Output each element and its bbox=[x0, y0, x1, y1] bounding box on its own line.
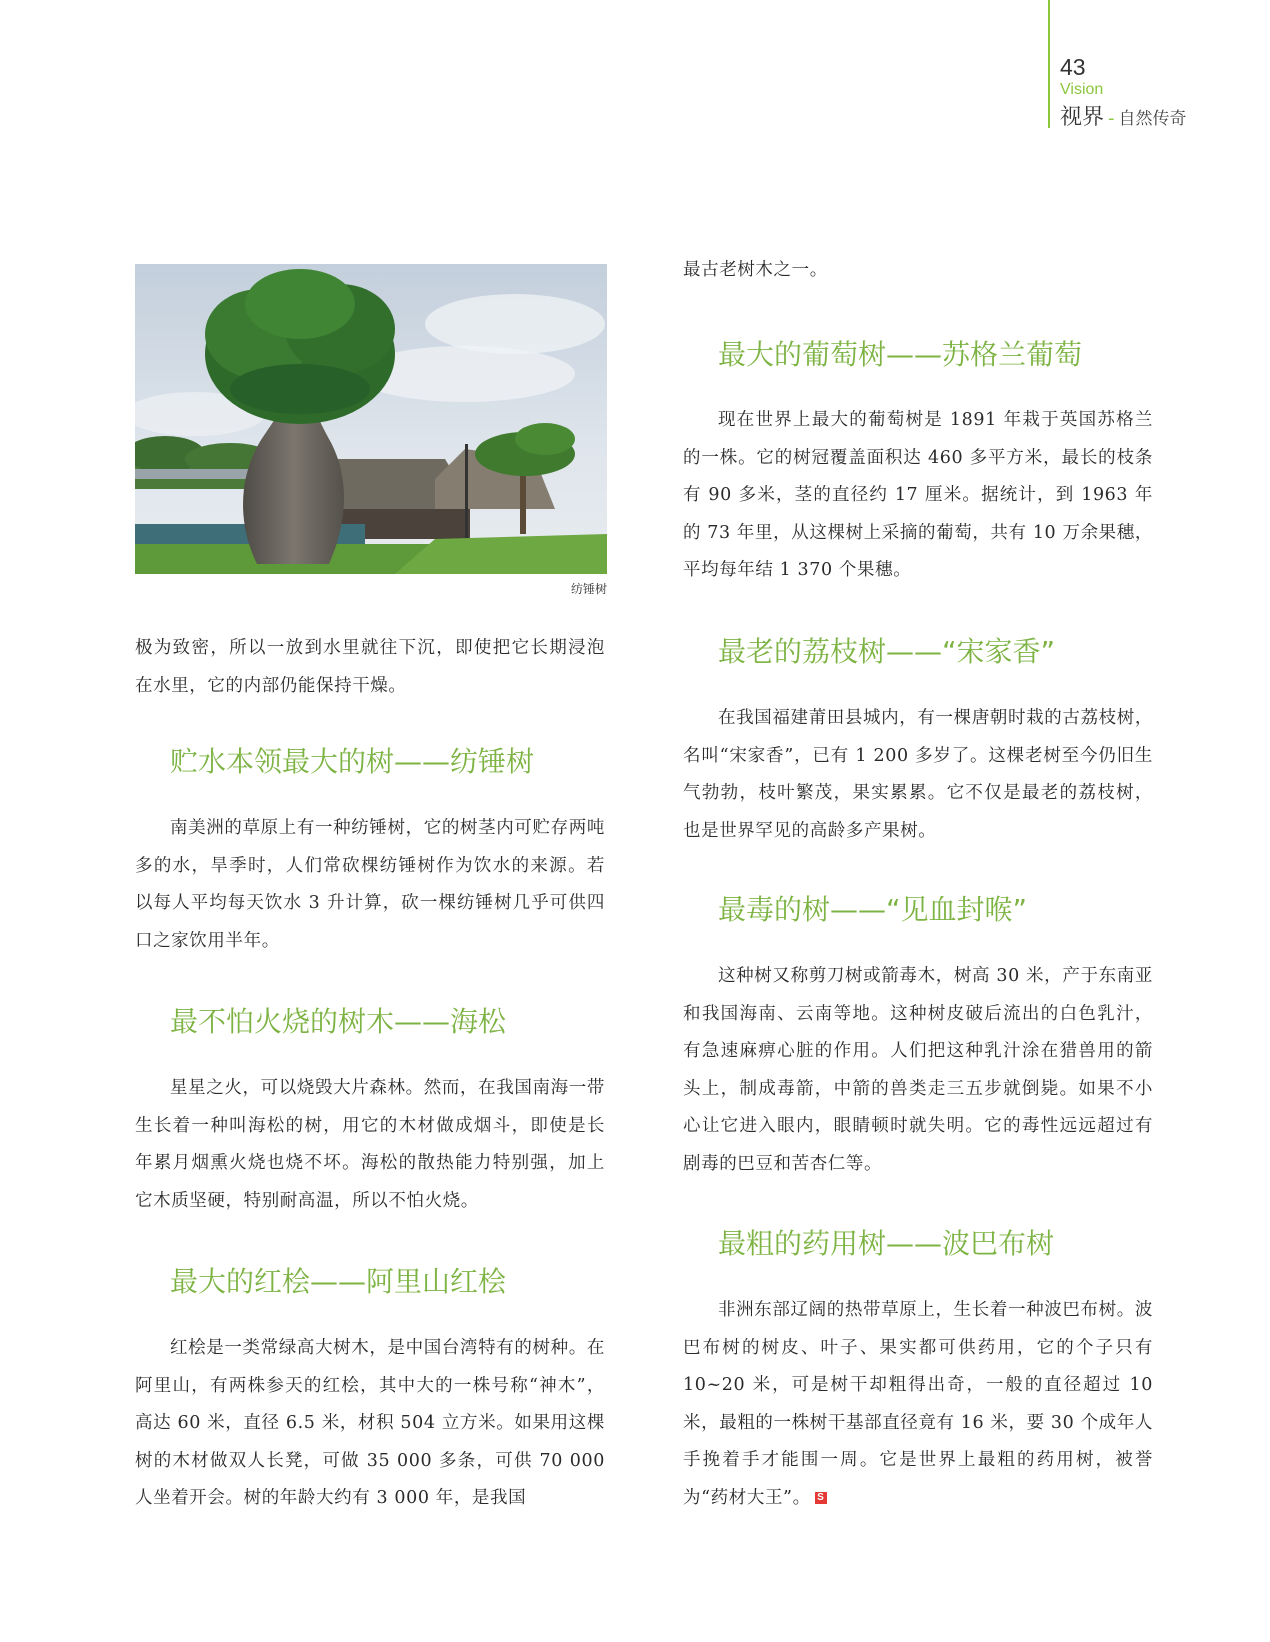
paragraph-baobab-text: 非洲东部辽阔的热带草原上，生长着一种波巴布树。波巴布树的树皮、叶子、果实都可供药用，它的个子只有 10~20 米，可是树干却粗得出奇，一般的直径超过 10 米，最粗的一株树干基部直径竟有 16 米，要 30 个成年人手挽着手才能围一周。它是世界上最粗的药用树，被誉为“药材大王”。 bbox=[683, 1300, 1153, 1508]
paragraph-continued: 极为致密，所以一放到水里就往下沉，即使把它长期浸泡在水里，它的内部仍能保持干燥。 bbox=[135, 638, 605, 696]
subsection-name: 自然传奇 bbox=[1118, 109, 1187, 129]
paragraph-spindle-tree: 南美洲的草原上有一种纺锤树，它的树茎内可贮存两吨多的水，旱季时，人们常砍棵纺锤树作为饮水的来源。若以每人平均每天饮水 3 升计算，砍一棵纺锤树几乎可供四口之家饮用半年。 bbox=[135, 818, 605, 951]
heading-poison-tree: 最毒的树——“见血封喉” bbox=[718, 893, 1028, 926]
heading-lychee: 最老的荔枝树——“宋家香” bbox=[718, 635, 1056, 668]
paragraph-poison-tree: 这种树又称剪刀树或箭毒木，树高 30 米，产于东南亚和我国海南、云南等地。这种树皮破后流出的白色乳汁，有急速麻痹心脏的作用。人们把这种乳汁涂在猎兽用的箭头上，制成毒箭，中箭的兽类走三五步就倒毙。如果不小心让它进入眼内，眼睛顿时就失明。它的毒性远远超过有剧毒的巴豆和苦杏仁等。 bbox=[683, 966, 1153, 1174]
paragraph-lychee: 在我国福建莆田县城内，有一棵唐朝时栽的古荔枝树，名叫“宋家香”，已有 1 200 多岁了。这棵老树至今仍旧生气勃勃，枝叶繁茂，果实累累。它不仅是最老的荔枝树，也是世界罕见的高龄多产果树。 bbox=[683, 708, 1153, 841]
spindle-tree-photo bbox=[135, 264, 607, 574]
heading-grape: 最大的葡萄树——苏格兰葡萄 bbox=[718, 338, 1083, 371]
paragraph-continued-right: 最古老树木之一。 bbox=[683, 260, 828, 280]
paragraph-hongkuai: 红桧是一类常绿高大树木，是中国台湾特有的树种。在阿里山，有两株参天的红桧，其中大的一株号称“神木”，高达 60 米，直径 6.5 米，材积 504 立方米。如果用这棵树的木材做双人长凳，可做 35 000 多条，可供 70 000 人坐着开会。树的年龄大约有 3 000 年，是我国 bbox=[135, 1338, 605, 1508]
section-name: 视界 bbox=[1060, 105, 1105, 130]
page-number: 43 bbox=[1060, 54, 1086, 80]
heading-baobab: 最粗的药用树——波巴布树 bbox=[718, 1227, 1055, 1260]
paragraph-baobab bbox=[683, 1292, 1153, 1517]
heading-spindle-tree: 贮水本领最大的树——纺锤树 bbox=[170, 745, 535, 778]
figure-caption: 纺锤树 bbox=[570, 582, 607, 596]
section-separator: - bbox=[1108, 108, 1115, 129]
paragraph-grape: 现在世界上最大的葡萄树是 1891 年栽于英国苏格兰的一株。它的树冠覆盖面积达 460 多平方米，最长的枝条有 90 多米，茎的直径约 17 厘米。据统计，到 1963 年的 73 年里，从这棵树上采摘的葡萄，共有 10 万余果穗，平均每年结 1 370 个果穗。 bbox=[683, 410, 1153, 580]
column-label-english: Vision bbox=[1060, 81, 1104, 98]
column-label bbox=[1060, 100, 1187, 131]
heading-hongkuai: 最大的红桧——阿里山红桧 bbox=[170, 1265, 507, 1298]
end-mark-icon: S bbox=[815, 1492, 827, 1504]
header-rule bbox=[1048, 0, 1050, 128]
spindle-tree-illustration bbox=[135, 264, 607, 574]
heading-haisong: 最不怕火烧的树木——海松 bbox=[170, 1005, 507, 1038]
page-header bbox=[1048, 0, 1248, 130]
paragraph-haisong: 星星之火，可以烧毁大片森林。然而，在我国南海一带生长着一种叫海松的树，用它的木材做成烟斗，即使是长年累月烟熏火烧也烧不坏。海松的散热能力特别强，加上它木质坚硬，特别耐高温，所以不怕火烧。 bbox=[135, 1078, 605, 1211]
